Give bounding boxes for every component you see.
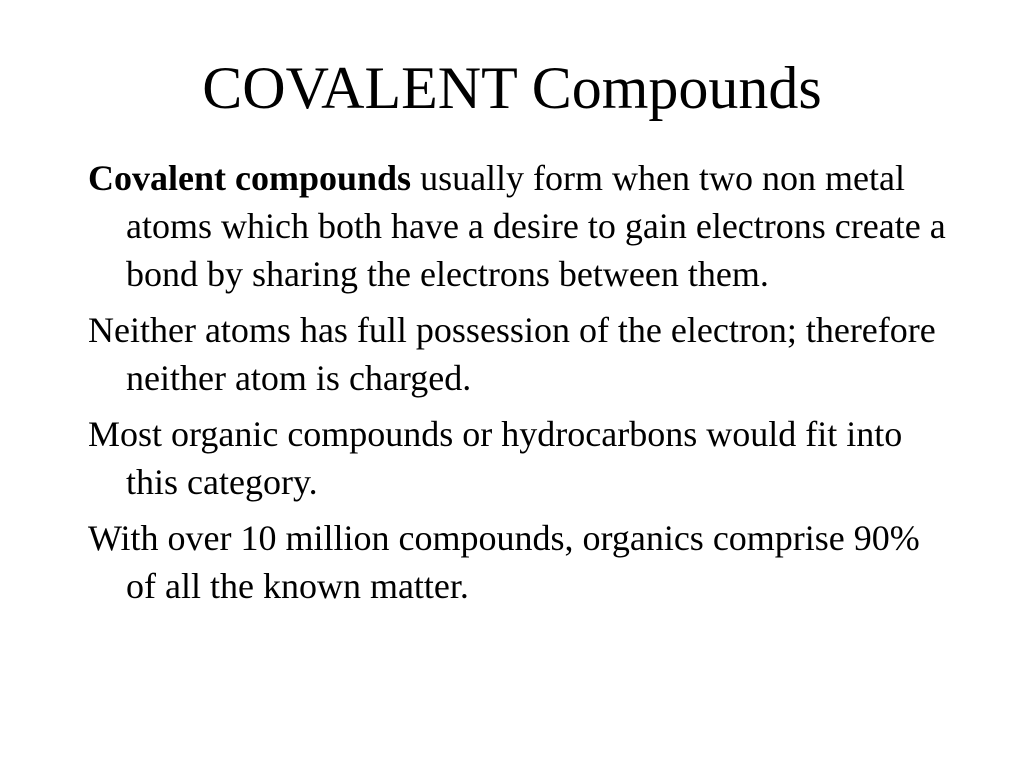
paragraph-organics-matter	[88, 514, 948, 610]
paragraph-covalent-definition	[88, 154, 948, 298]
slide-body	[88, 154, 948, 618]
slide-title: COVALENT Compounds	[202, 55, 822, 121]
paragraph-organic-category	[88, 410, 948, 506]
paragraph-neither-charged	[88, 306, 948, 402]
paragraph-text: With over 10 million compounds, organics comprise 90% of all the known matter.	[88, 518, 920, 606]
paragraph-text: Neither atoms has full possession of the electron; therefore neither atom is charged.	[88, 310, 936, 398]
paragraph-text: Most organic compounds or hydrocarbons would fit into this category.	[88, 414, 903, 502]
paragraph-text: usually form when two non metal atoms which both have a desire to gain electrons create a bond by sharing the electrons between them.	[126, 158, 946, 294]
bold-term: Covalent compounds	[88, 158, 412, 198]
